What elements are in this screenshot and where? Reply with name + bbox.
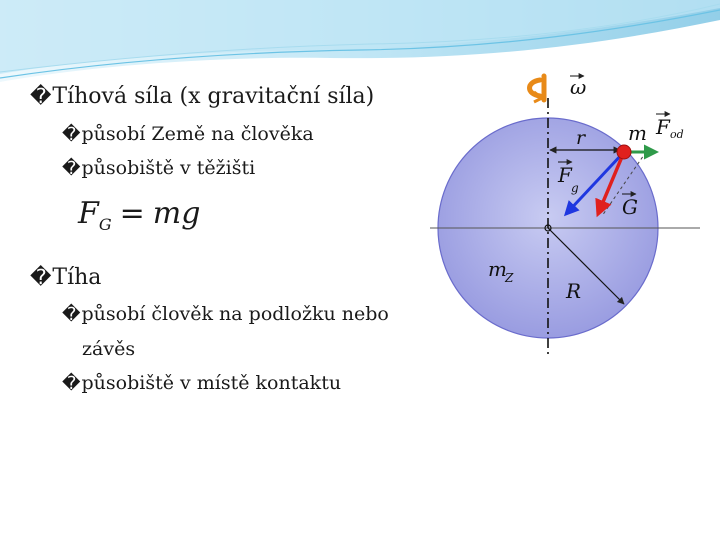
sub-bullet-person-acts-text-2: závěs xyxy=(82,338,136,360)
earth-mass-subscript: Z xyxy=(505,271,514,285)
formula-lhs: F xyxy=(78,196,99,231)
bullet-glyph: � xyxy=(62,158,81,179)
formula-rhs: mg xyxy=(152,196,201,231)
earth-mass-label: m xyxy=(488,257,507,281)
f-od-label: F xyxy=(656,115,670,139)
sub-bullet-contact-point-text: působiště v místě kontaktu xyxy=(81,372,342,394)
g-label: G xyxy=(622,195,638,219)
bullet-glyph: � xyxy=(30,265,52,289)
sub-bullet-earth-acts-text: působí Země na člověka xyxy=(81,123,314,145)
sub-bullet-contact-point xyxy=(62,372,341,394)
r-label: r xyxy=(576,127,586,149)
sub-bullet-center-of-mass xyxy=(62,157,255,179)
f-g-label: F xyxy=(558,163,572,187)
formula-lhs-sub: G xyxy=(98,215,112,234)
bullet-glyph: � xyxy=(62,124,81,145)
f-g-subscript: g xyxy=(571,181,579,195)
earth-rotation-figure xyxy=(430,58,700,366)
sub-bullet-person-acts-continuation xyxy=(82,338,135,360)
bullet-gravity-text: Tíhová síla (x gravitační síla) xyxy=(52,84,375,109)
sub-bullet-earth-acts xyxy=(62,123,314,145)
R-label: R xyxy=(566,279,582,303)
mass-point xyxy=(617,145,631,159)
formula-equals: = xyxy=(119,196,145,231)
sub-bullet-person-acts-text: působí člověk na podložku nebo xyxy=(81,303,389,325)
bullet-weight xyxy=(30,265,101,290)
f-od-subscript: od xyxy=(670,128,684,141)
sub-bullet-center-of-mass-text: působiště v těžišti xyxy=(81,157,256,179)
omega-label: ω xyxy=(570,75,587,99)
bullet-weight-text: Tíha xyxy=(52,265,102,290)
bullet-glyph: � xyxy=(62,304,81,325)
formula-fg-mg xyxy=(78,196,200,234)
mass-m-label: m xyxy=(628,121,647,145)
sub-bullet-person-acts xyxy=(62,303,389,325)
bullet-gravity xyxy=(30,84,374,109)
bullet-glyph: � xyxy=(30,84,52,108)
bullet-glyph: � xyxy=(62,373,81,394)
